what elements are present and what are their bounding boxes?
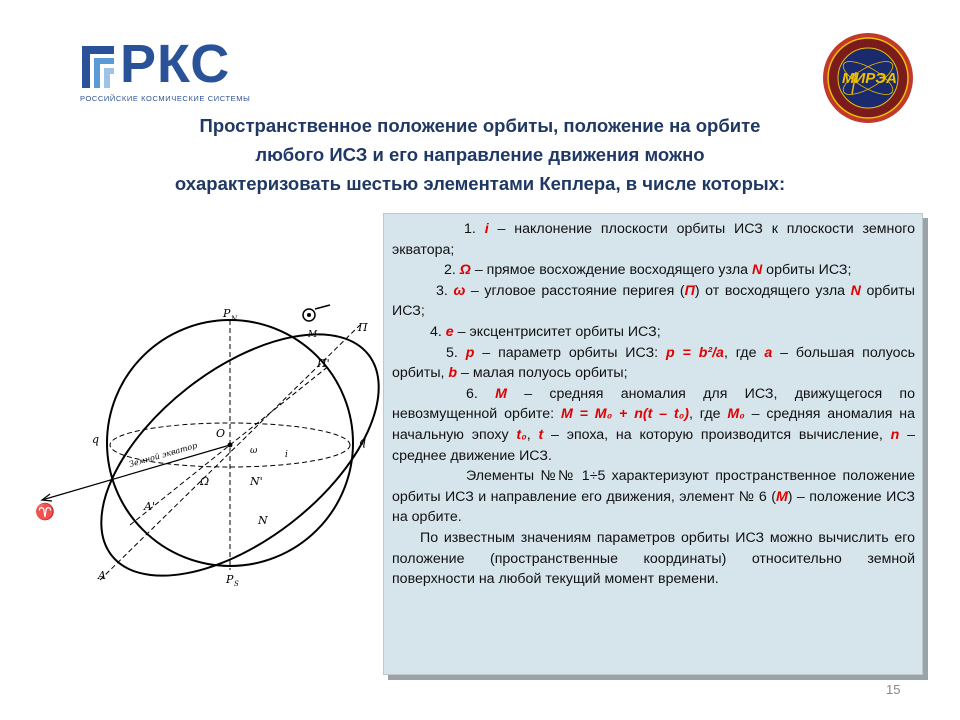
item-symbol: Ω xyxy=(459,262,471,279)
label-ps-sub: S xyxy=(234,580,239,588)
label-a: A xyxy=(98,569,106,582)
item-text: орбиты ИСЗ; xyxy=(762,262,852,279)
label-node-prime: N' xyxy=(250,475,263,488)
logo-subtitle: РОССИЙСКИЕ КОСМИЧЕСКИЕ СИСТЕМЫ xyxy=(80,94,251,103)
item-text: – средняя аномалия для ИСЗ, движущегося по невозмущенной орбите: xyxy=(392,385,915,423)
item-number: 6. xyxy=(466,385,478,402)
logo-text: РКС xyxy=(120,34,231,94)
rks-logo-mark-icon xyxy=(80,44,116,90)
label-pn: P xyxy=(223,307,231,320)
item-formula: p = b²/a xyxy=(665,344,724,361)
summary-paragraph-1 xyxy=(392,466,915,528)
item-text: орбиты ИСЗ; xyxy=(392,282,915,320)
list-item-4 xyxy=(392,322,915,343)
item-formula: M = M₀ + n(t – t₀) xyxy=(560,406,689,423)
item-number: 2. xyxy=(444,262,456,279)
label-a-prime: A' xyxy=(144,500,155,513)
rks-logo xyxy=(80,34,255,108)
summary-paragraph-2 xyxy=(392,528,915,590)
title-line-3: охарактеризовать шестью элементами Кеплера, в числе которых: xyxy=(174,173,786,194)
item-symbol: a xyxy=(764,344,773,361)
label-perigee: П xyxy=(358,321,368,334)
label-q-left: q xyxy=(92,433,100,446)
item-text: , xyxy=(526,426,539,443)
item-symbol: i xyxy=(484,221,489,237)
list-item-1 xyxy=(392,219,915,260)
orbit-diagram xyxy=(30,295,390,590)
page-number: 15 xyxy=(886,682,901,697)
item-symbol: M xyxy=(775,488,788,505)
item-symbol: t xyxy=(538,426,544,443)
item-text: – угловое расстояние перигея ( xyxy=(465,282,685,299)
label-i: i xyxy=(285,450,288,460)
item-number: 3. xyxy=(436,282,448,299)
label-ps: P xyxy=(226,573,234,586)
paragraph-text: Элементы №№ 1÷5 характеризуют пространственное положение орбиты ИСЗ и направление его движения, элемент № 6 ( xyxy=(392,468,915,505)
item-symbol: M xyxy=(495,385,507,402)
list-item-6 xyxy=(392,384,915,466)
label-perigee-prime: П' xyxy=(317,357,330,370)
item-text: – эпоха, на которую производится вычисление, xyxy=(543,426,891,443)
item-text: – средняя аномалия на начальную эпоху xyxy=(392,406,916,443)
item-symbol: b xyxy=(448,365,458,382)
item-symbol: П xyxy=(684,282,695,299)
title-line-2: любого ИСЗ и его направление движения можно xyxy=(255,144,705,165)
item-text: – среднее движение ИСЗ. xyxy=(392,426,915,464)
item-symbol: t₀ xyxy=(516,426,527,443)
seal-text: МИРЭА xyxy=(842,70,897,87)
aries-direction xyxy=(42,445,230,500)
item-symbol: N xyxy=(850,282,861,299)
item-symbol: p xyxy=(465,344,475,361)
slide-title xyxy=(130,111,830,198)
item-text: – прямое восхождение восходящего узла xyxy=(470,262,752,279)
list-item-5 xyxy=(392,343,915,384)
item-symbol: N xyxy=(751,262,763,279)
item-number: 5. xyxy=(446,344,458,361)
item-text: – эксцентриситет орбиты ИСЗ; xyxy=(453,323,661,340)
kepler-elements-panel xyxy=(383,213,923,675)
paragraph-text: ) – положение ИСЗ на орбите. xyxy=(392,488,915,526)
item-number: 1. xyxy=(464,221,476,237)
item-symbol: e xyxy=(445,323,454,340)
item-text: , где xyxy=(688,406,728,423)
orbit-ellipse xyxy=(59,295,390,590)
item-number: 4. xyxy=(430,323,442,340)
item-symbol: ω xyxy=(453,282,466,299)
list-item-2 xyxy=(392,260,915,281)
label-m: M xyxy=(308,330,318,340)
label-node: N xyxy=(258,514,268,527)
label-pn-sub: N xyxy=(231,315,238,323)
item-text: – наклонение плоскости орбиты ИСЗ к плоскости земного экватора; xyxy=(392,221,915,258)
list-item-3 xyxy=(392,281,915,322)
item-text: – большая полуось орбиты, xyxy=(392,344,915,382)
label-omega: Ω xyxy=(200,475,210,488)
label-omega-small: ω xyxy=(250,446,258,456)
label-equator: Земной экватор xyxy=(128,440,199,469)
item-symbol: M₀ xyxy=(727,406,745,423)
item-text: ) от восходящего узла xyxy=(694,282,851,299)
label-o: O xyxy=(216,427,226,440)
item-symbol: n xyxy=(890,426,900,443)
item-text: – малая полуось орбиты; xyxy=(457,365,628,382)
paragraph-text: По известным значениям параметров орбиты ИСЗ можно вычислить его положение (пространственные координаты) относительно земной поверхности на любой текущий момент времени. xyxy=(392,529,915,588)
title-line-1: Пространственное положение орбиты, положение на орбите xyxy=(199,115,761,136)
item-text: – параметр орбиты ИСЗ: xyxy=(474,344,666,361)
mirea-seal xyxy=(822,32,914,124)
item-text: , где xyxy=(723,344,765,361)
label-q-right: q xyxy=(359,435,367,448)
aries-icon: ♈ xyxy=(35,502,55,521)
